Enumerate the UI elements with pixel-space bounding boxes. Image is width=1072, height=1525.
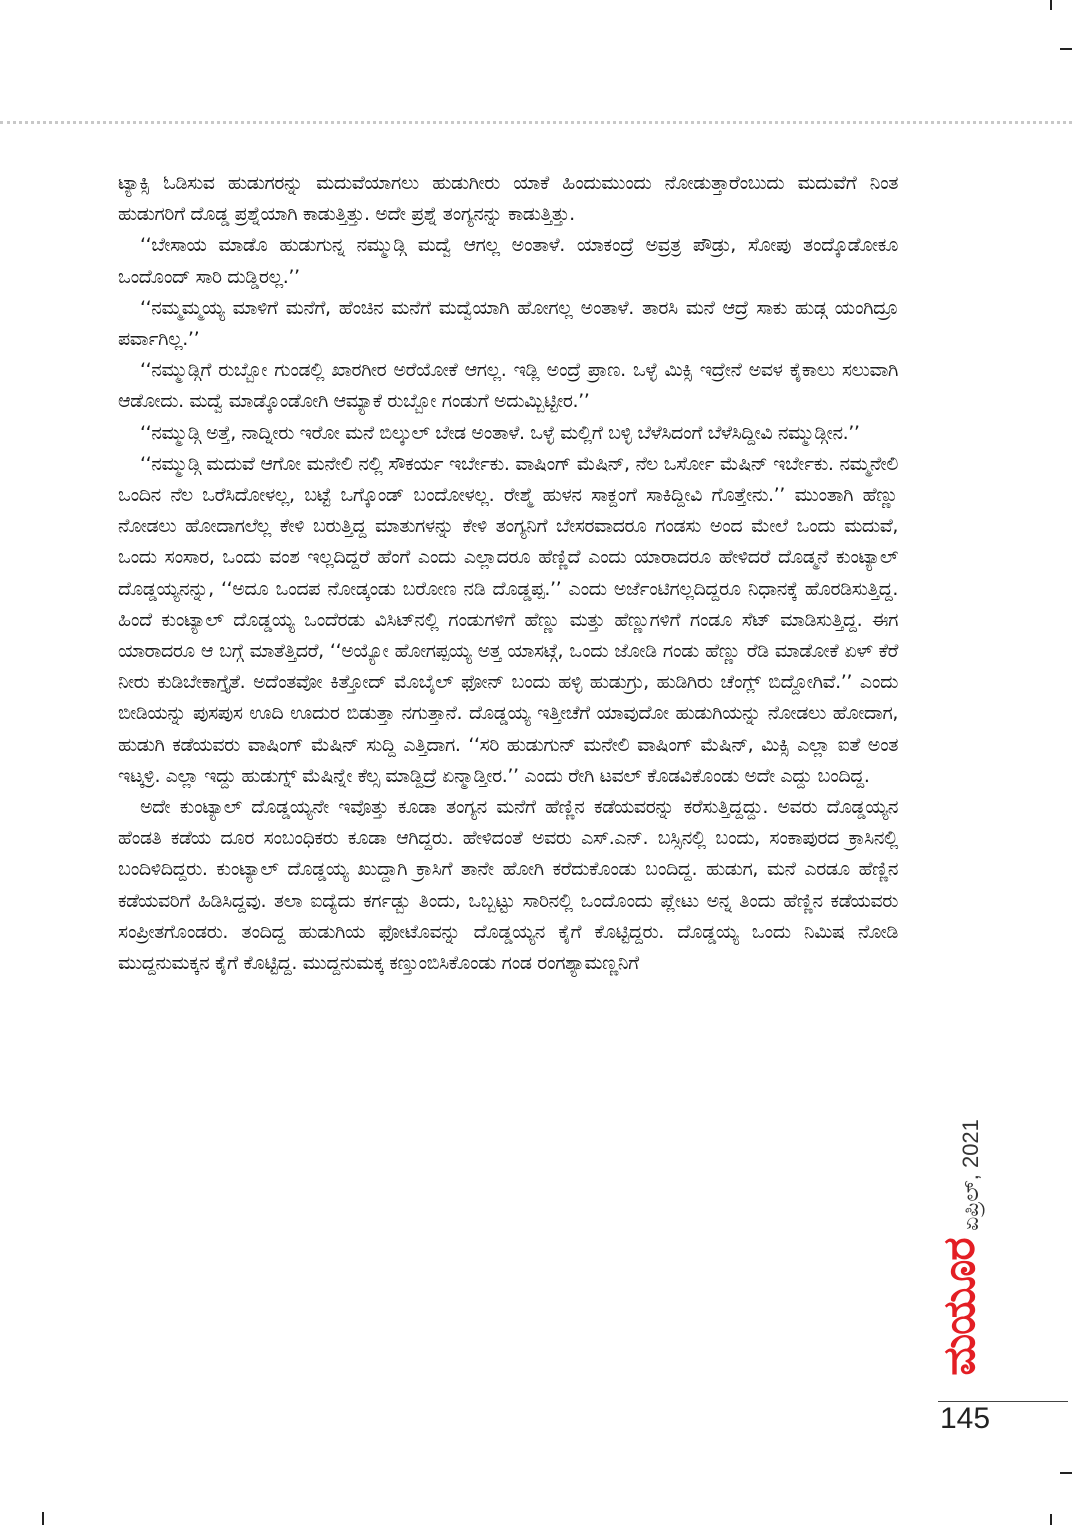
paragraph: ಟ್ಯಾಕ್ಸಿ ಓಡಿಸುವ ಹುಡುಗರನ್ನು ಮದುವೆಯಾಗಲು ಹುಡುಗೀರು ಯಾಕೆ ಹಿಂದುಮುಂದು ನೋಡುತ್ತಾರೆಂಬುದು ಮದುವೆಗೆ ನಿಂತ ಹುಡುಗರಿಗೆ ದೊಡ್ಡ ಪ್ರಶ್ನೆಯಾಗಿ ಕಾಡುತ್ತಿತ್ತು. ಅದೇ ಪ್ರಶ್ನೆ ತಂಗ್ಯನನ್ನು ಕಾಡುತ್ತಿತ್ತು. xyxy=(118,172,898,226)
issue-date: ಏಪ್ರಿಲ್, 2021 xyxy=(958,1119,983,1231)
paragraph: ಅದೇ ಕುಂಟ್ಯಾಲ್ ದೊಡ್ಡಯ್ಯನೇ ಇವೊತ್ತು ಕೂಡಾ ತಂಗ್ಯನ ಮನೆಗೆ ಹೆಣ್ಣಿನ ಕಡೆಯವರನ್ನು ಕರೆಸುತ್ತಿದ್ದದ್ದು. ಅವರು ದೊಡ್ಡಯ್ಯನ ಹೆಂಡತಿ ಕಡೆಯ ದೂರ ಸಂಬಂಧಿಕರು ಕೂಡಾ ಆಗಿದ್ದರು. ಹೇಳಿದಂತೆ ಅವರು ಎಸ್.ಎನ್. ಬಸ್ಸಿನಲ್ಲಿ ಬಂದು, ಸಂಕಾಪುರದ ಕ್ರಾಸಿನಲ್ಲಿ ಬಂದಿಳಿದಿದ್ದರು. ಕುಂಟ್ಯಾಲ್ ದೊಡ್ಡಯ್ಯ ಖುದ್ದಾಗಿ ಕ್ರಾಸಿಗೆ ತಾನೇ ಹೋಗಿ ಕರೆದುಕೊಂಡು ಬಂದಿದ್ದ. ಹುಡುಗ, ಮನೆ ಎರಡೂ ಹೆಣ್ಣಿನ ಕಡೆಯವರಿಗೆ ಹಿಡಿಸಿದ್ದವು. ತಲಾ ಐದ್ಯೆದು ಕರ್ಗಡ್ಬು ತಿಂದು, ಒಬ್ಬಟ್ಟು ಸಾರಿನಲ್ಲಿ ಒಂದೊಂದು ಪ್ಲೇಟು ಅನ್ನ ತಿಂದು ಹೆಣ್ಣಿನ ಕಡೆಯವರು ಸಂಪ್ರೀತಗೊಂಡರು. ತಂದಿದ್ದ ಹುಡುಗಿಯ ಫೋಟೊವನ್ನು ದೊಡ್ಡಯ್ಯನ ಕೈಗೆ ಕೊಟ್ಟಿದ್ದರು. ದೊಡ್ಡಯ್ಯ ಒಂದು ನಿಮಿಷ ನೋಡಿ ಮುದ್ದನುಮಕ್ಕನ ಕೈಗೆ ಕೊಟ್ಟಿದ್ದ. ಮುದ್ದನುಮಕ್ಕ ಕಣ್ತುಂಬಿಸಿಕೊಂಡು ಗಂಡ ರಂಗಶ್ಯಾಮಣ್ಣನಿಗೆ xyxy=(118,796,898,975)
crop-mark-bottom-right xyxy=(1050,1514,1052,1525)
paragraph: ‘‘ನಮ್ಮುಡ್ಗಿ ಮದುವೆ ಆಗೋ ಮನೇಲಿ ನಲ್ಲಿ ಸೌಕರ್ಯ ಇರ್ಬೇಕು. ವಾಷಿಂಗ್ ಮೆಷಿನ್, ನೆಲ ಒರ್ಸೋ ಮೆಷಿನ್ ಇರ್ಬೇಕು. ನಮ್ಮನೇಲಿ ಒಂದಿನ ನೆಲ ಒರೆಸಿದೋಳಲ್ಲ, ಬಟ್ಟೆ ಒಗ್ಕೊಂಡ್ ಬಂದೋಳಲ್ಲ. ರೇಶ್ಮೆ ಹುಳನ ಸಾಕ್ದಂಗೆ ಸಾಕಿದ್ದೀವಿ ಗೊತ್ತೇನು.’’ ಮುಂತಾಗಿ ಹೆಣ್ಣು ನೋಡಲು ಹೋದಾಗಲೆಲ್ಲ ಕೇಳಿ ಬರುತ್ತಿದ್ದ ಮಾತುಗಳನ್ನು ಕೇಳಿ ತಂಗ್ಯನಿಗೆ ಬೇಸರವಾದರೂ ಗಂಡಸು ಅಂದ ಮೇಲೆ ಒಂದು ಮದುವೆ, ಒಂದು ಸಂಸಾರ, ಒಂದು ವಂಶ ಇಲ್ಲದಿದ್ದರೆ ಹೆಂಗೆ ಎಂದು ಎಲ್ಲಾದರೂ ಹೆಣ್ಣಿದೆ ಎಂದು ಯಾರಾದರೂ ಹೇಳಿದರೆ ದೊಡ್ಮನೆ ಕುಂಟ್ಯಾಲ್ ದೊಡ್ಡಯ್ಯನನ್ನು, ‘‘ಅದೂ ಒಂದಪ ನೋಡ್ಕಂಡು ಬರೋಣ ನಡಿ ದೊಡ್ಡಪ್ಪ.’’ ಎಂದು ಅರ್ಜೆಂಟಿಗಲ್ಲದಿದ್ದರೂ ನಿಧಾನಕ್ಕೆ ಹೊರಡಿಸುತ್ತಿದ್ದ. ಹಿಂದೆ ಕುಂಟ್ಯಾಲ್ ದೊಡ್ಡಯ್ಯ ಒಂದೆರಡು ವಿಸಿಟ್‌ನಲ್ಲಿ ಗಂಡುಗಳಿಗೆ ಹೆಣ್ಣು ಮತ್ತು ಹೆಣ್ಣುಗಳಿಗೆ ಗಂಡೂ ಸೆಟ್ ಮಾಡಿಸುತ್ತಿದ್ದ. ಈಗ ಯಾರಾದರೂ ಆ ಬಗ್ಗೆ ಮಾತೆತ್ತಿದರೆ, ‘‘ಅಯ್ಯೋ ಹೋಗಪ್ಪಯ್ಯ ಅತ್ತ ಯಾಸಟ್ಗೆ, ಒಂದು ಜೋಡಿ ಗಂಡು ಹೆಣ್ಣು ರೆಡಿ ಮಾಡೋಕೆ ಏಳ್ ಕೆರೆ ನೀರು ಕುಡಿಬೇಕಾಗ್ತೈತೆ. ಅದೆಂತವೋ ಕಿತ್ತೋದ್ ಮೊಬೈಲ್ ಫೋನ್ ಬಂದು ಹಳ್ಳಿ ಹುಡುಗ್ರು, ಹುಡಿಗಿರು ಚೆಂಗ್ಲ್ ಬಿದ್ದೋಗಿವೆ.’’ ಎಂದು ಬೀಡಿಯನ್ನು ಪುಸಪುಸ ಊದಿ ಊದುರ ಬಿಡುತ್ತಾ ನಗುತ್ತಾನೆ. ದೊಡ್ಡಯ್ಯ ಇತ್ತೀಚೆಗೆ ಯಾವುದೋ ಹುಡುಗಿಯನ್ನು ನೋಡಲು ಹೋದಾಗ, ಹುಡುಗಿ ಕಡೆಯವರು ವಾಷಿಂಗ್ ಮೆಷಿನ್ ಸುದ್ದಿ ಎತ್ತಿದಾಗ. ‘‘ಸರಿ ಹುಡುಗುನ್ ಮನೇಲಿ ವಾಷಿಂಗ್ ಮೆಷಿನ್, ಮಿಕ್ಸಿ ಎಲ್ಲಾ ಐತೆ ಅಂತ ಇಟ್ಕಳ್ರಿ. ಎಲ್ಲಾ ಇದ್ದು ಹುಡುಗ್ನ್ ಮೆಷಿನ್ನೇ ಕೆಲ್ಸ ಮಾಡ್ದಿದ್ರೆ ಏನ್ಮಾಡ್ತೀರ.’’ ಎಂದು ರೇಗಿ ಟವಲ್ ಕೊಡವಿಕೊಂಡು ಅದೇ ಎದ್ದು ಬಂದಿದ್ದ. xyxy=(118,452,898,787)
crop-mark-top-right xyxy=(1050,0,1052,10)
crop-mark-bottom-left xyxy=(42,1512,44,1525)
crop-mark-right-lower xyxy=(1060,1472,1072,1474)
paragraph: ‘‘ನಮ್ಮುಡ್ಗಿ ಅತ್ತೆ, ನಾದ್ನೀರು ಇರೋ ಮನೆ ಬಿಲ್ಕುಲ್ ಬೇಡ ಅಂತಾಳೆ. ಒಳ್ಳೆ ಮಲ್ಲಿಗೆ ಬಳ್ಳಿ ಬೆಳೆಸಿದಂಗೆ ಬೆಳೆಸಿದ್ದೀವಿ ನಮ್ಮುಡ್ಗೀನ.’’ xyxy=(140,421,860,444)
crop-mark-right-upper xyxy=(1060,48,1072,50)
page-number: 145 xyxy=(940,1402,991,1435)
paragraph: ‘‘ನಮ್ಮಮ್ಮಯ್ಯ ಮಾಳಿಗೆ ಮನೆಗೆ, ಹೆಂಚಿನ ಮನೆಗೆ ಮದ್ವೆಯಾಗಿ ಹೋಗಲ್ಲ ಅಂತಾಳೆ. ತಾರಸಿ ಮನೆ ಆದ್ರೆ ಸಾಕು ಹುಡ್ಗ ಯಂಗಿದ್ರೂ ಪರ್ವಾಗಿಲ್ಲ.’’ xyxy=(118,296,898,351)
header-dotted-rule xyxy=(0,121,1072,124)
paragraph: ‘‘ಬೇಸಾಯ ಮಾಡೊ ಹುಡುಗುನ್ನ ನಮ್ಮುಡ್ಗಿ ಮದ್ವೆ ಆಗಲ್ಲ ಅಂತಾಳೆ. ಯಾಕಂದ್ರೆ ಅವ್ರತ್ರ ಪೌಡ್ರು, ಸೋಪು ತಂದ್ಕೊಡೋಕೂ ಒಂದೊಂದ್ ಸಾರಿ ದುಡ್ಡಿರಲ್ಲ.’’ xyxy=(118,234,898,288)
magazine-logo: ಮಯೂರ xyxy=(933,1238,985,1376)
article-body xyxy=(118,168,898,979)
paragraph: ‘‘ನಮ್ಮುಡ್ಗಿಗೆ ರುಬ್ಬೋ ಗುಂಡಲ್ಲಿ ಖಾರಗೀರ ಅರೆಯೋಕೆ ಆಗಲ್ಲ. ಇಡ್ಲಿ ಅಂದ್ರೆ ಪ್ರಾಣ. ಒಳ್ಳೆ ಮಿಕ್ಸಿ ಇದ್ರೇನೆ ಅವಳ ಕೈಕಾಲು ಸಲುವಾಗಿ ಆಡೋದು. ಮದ್ವೆ ಮಾಡ್ಕೊಂಡೋಗಿ ಆಮ್ಯಾಕೆ ರುಬ್ಬೋ ಗಂಡುಗೆ ಅದುಮ್ಬಿಟ್ಟೀರ.’’ xyxy=(118,359,898,413)
